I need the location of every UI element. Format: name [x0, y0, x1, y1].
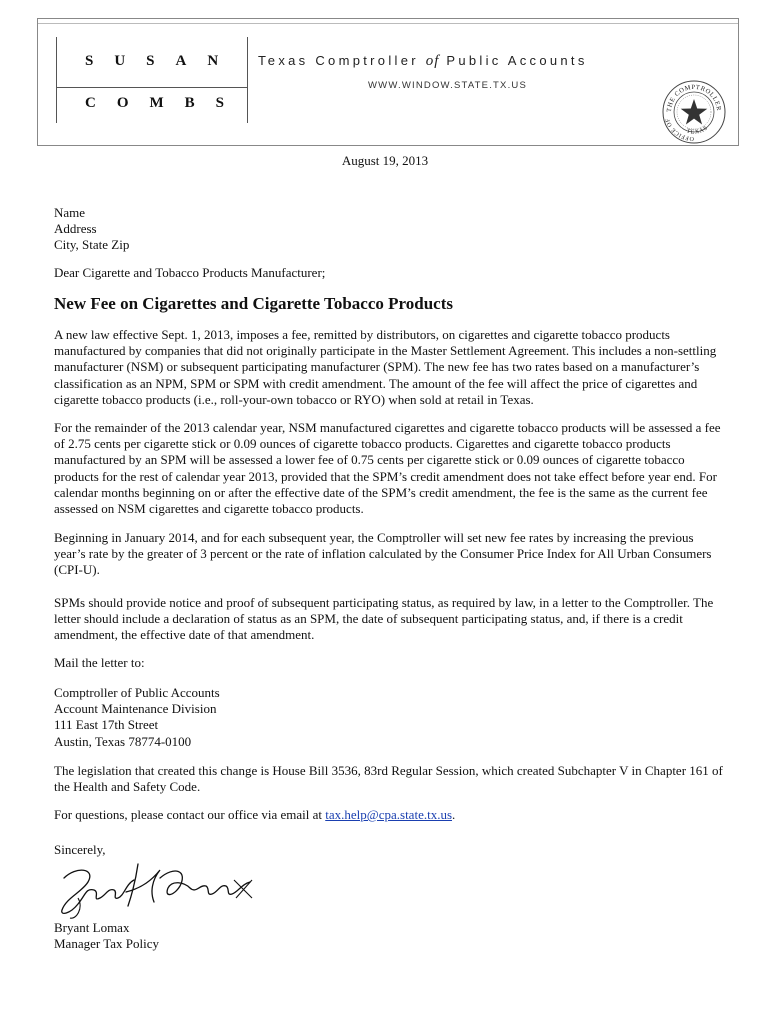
handwritten-signature-icon: [56, 858, 256, 922]
paragraph-legislation: The legislation that created this change is House Bill 3536, 83rd Regular Session, which created Subchapter V in Chapter 161 of the Health and Safety Code.: [54, 763, 723, 795]
paragraph-questions: [54, 807, 724, 823]
closing: Sincerely,: [54, 842, 106, 857]
name-divider: [57, 87, 247, 88]
name-box: [56, 37, 248, 123]
office-title-suffix: Public Accounts: [446, 53, 588, 68]
website-url: WWW.WINDOW.STATE.TX.US: [368, 80, 528, 91]
letterhead: [37, 18, 739, 146]
paragraph-spm-notice: SPMs should provide notice and proof of subsequent participating status, as required by law, in a letter to the Comptroller. The letter should include a declaration of status as an SPM, the date of subsequent participating status, and, if there is a credit amendment, the effective date of that amendment.: [54, 595, 714, 643]
mailing-address-line: Austin, Texas 78774-0100: [54, 733, 192, 749]
paragraph-2013-rates: For the remainder of the 2013 calendar year, NSM manufactured cigarettes and cigarette tobacco products will be assessed a fee of 2.75 cents per cigarette stick or 0.09 ounces of cigarette tobacco products. Cigarettes and cigarette tobacco products manufactured by an SPM will be assessed a lower fee of 0.75 cents per cigarette stick or 0.09 ounces of cigarette tobacco products for the rest of calendar year 2013, provided that the SPM’s credit amendment does not take effect before year end. For calendar months beginning on or after the effective date of the SPM’s credit amendment, the fee is the same as the current fee assessed on NSM cigarettes and cigarette tobacco products.: [54, 420, 721, 517]
comptroller-first-name: SUSAN: [85, 53, 240, 69]
mailing-address-line: Account Maintenance Division: [54, 701, 217, 717]
mailing-address-line: Comptroller of Public Accounts: [54, 685, 220, 700]
seal-top-text: THE COMPTROLLER: [665, 83, 723, 113]
signer-name: Bryant Lomax: [54, 920, 130, 935]
paragraph-new-law: A new law effective Sept. 1, 2013, imposes a fee, remitted by distributors, on cigarettes and cigarette tobacco products manufactured by companies that did not originally participate in the Master Settlement Agreement. This includes a non-settling manufacturer (NSM) or subsequent participating manufacturer (SPM). The new fee has two rates based on a manufacturer’s classification as an NPM, SPM or SPM with credit amendment. The amount of the fee will affect the price of cigarettes and cigarette tobacco products (i.e., roll-your-own tobacco or RYO) when sold at retail in Texas.: [54, 327, 717, 407]
letter-date: August 19, 2013: [341, 153, 429, 168]
signer-block: [54, 920, 724, 952]
comptroller-last-name: COMBS: [85, 95, 246, 111]
paragraph-mail-instruction: Mail the letter to:: [54, 655, 145, 670]
svg-text:TEXAS: [686, 125, 710, 136]
mailing-address: [54, 685, 724, 750]
mailing-address-line: 111 East 17th Street: [54, 717, 159, 733]
comptroller-seal-icon: [661, 79, 727, 145]
questions-text: For questions, please contact our office via email at: [54, 807, 326, 822]
letterhead-rule: [38, 23, 738, 24]
letter-heading: New Fee on Cigarettes and Cigarette Tobacco Products: [54, 294, 453, 313]
recipient-city: City, State Zip: [54, 237, 130, 253]
office-title: [258, 53, 588, 70]
recipient-address: [54, 205, 724, 254]
contact-email-link[interactable]: tax.help@cpa.state.tx.us: [325, 807, 453, 822]
salutation: Dear Cigarette and Tobacco Products Manufacturer;: [54, 265, 326, 280]
office-title-of: of: [425, 53, 440, 69]
office-title-prefix: Texas Comptroller: [258, 53, 419, 68]
questions-end: .: [452, 807, 456, 822]
signer-title: Manager Tax Policy: [54, 936, 159, 952]
recipient-street: Address: [54, 221, 97, 237]
paragraph-2014-rates: Beginning in January 2014, and for each subsequent year, the Comptroller will set new fee rates by increasing the previous year’s rate by the greater of 3 percent or the rate of inflation calculated by the Consumer Price Index for All Urban Consumers (CPI-U).: [54, 530, 712, 578]
recipient-name: Name: [54, 205, 86, 220]
seal-left-text: OFFICE OF: [664, 117, 695, 142]
seal-bottom-text: TEXAS: [685, 124, 710, 136]
